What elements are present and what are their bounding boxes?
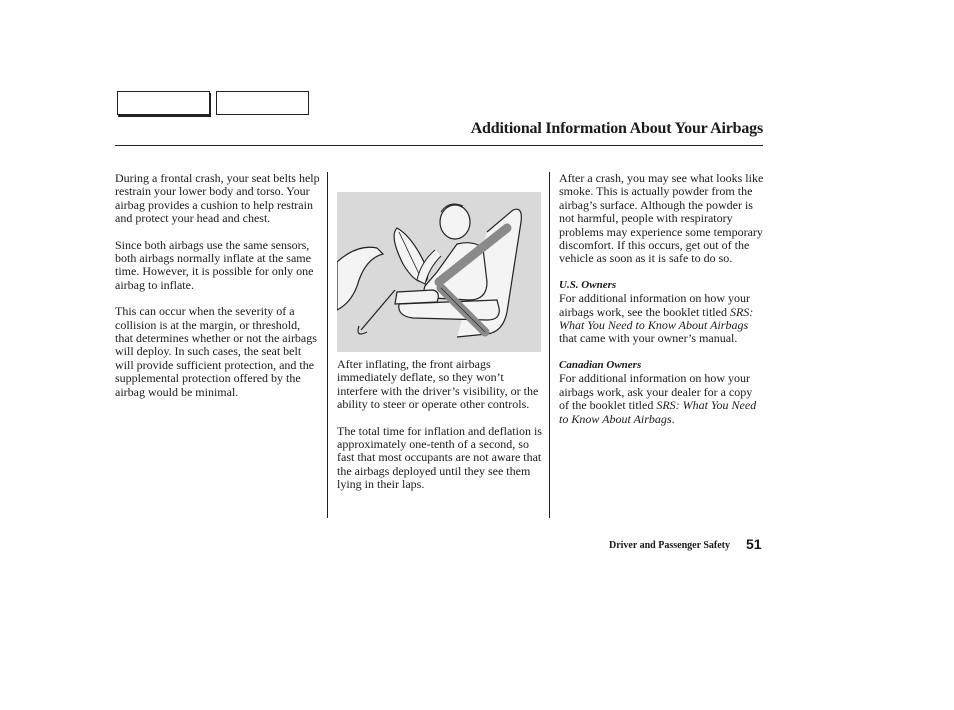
airbag-deployment-illustration bbox=[337, 192, 541, 352]
paragraph: This can occur when the severity of a collision is at the margin, or threshold, that determines whether or not the airbags will deploy. In such cases, the seat belt will provide sufficient protection, and the supplemental protection offered by the airbag would be minimal. bbox=[115, 304, 317, 399]
section-tab-2 bbox=[216, 91, 309, 115]
occupant-head bbox=[440, 205, 470, 239]
paragraph: During a frontal crash, your seat belts help restrain your lower body and torso. Your airbag provides a cushion to help restrain and protect your head and chest. bbox=[115, 171, 320, 226]
occupant-legs bbox=[395, 290, 438, 304]
page-title: Additional Information About Your Airbags bbox=[470, 120, 763, 137]
canadian-owners-paragraph: For additional information on how your airbags work, ask your dealer for a copy of the booklet titled SRS: What You Need to Know About Airbags. bbox=[559, 371, 757, 426]
paragraph: After a crash, you may see what looks like smoke. This is actually powder from the airbag’s surface. Although the powder is not harmful, people with respiratory problems may experience some temporary discomfort. If this occurs, get out of the vehicle as soon as it is safe to do so. bbox=[559, 171, 764, 266]
title-rule bbox=[115, 145, 763, 146]
column-3 bbox=[559, 172, 765, 439]
column-1 bbox=[115, 172, 321, 412]
column-divider-2 bbox=[549, 172, 550, 518]
paragraph: Since both airbags use the same sensors, both airbags normally inflate at the same time. However, it is possible for only one airbag to inflate. bbox=[115, 237, 314, 292]
booklet-title: SRS: What You Need to Know About Airbags bbox=[559, 398, 757, 426]
booklet-title: SRS: What You Need to Know About Airbags bbox=[559, 304, 754, 333]
paragraph: After inflating, the front airbags immediately deflate, so they won’t interfere with the driver’s visibility, or the ability to steer or operate other controls. bbox=[337, 357, 539, 412]
canadian-owners-heading: Canadian Owners bbox=[559, 358, 642, 371]
section-tab-1 bbox=[117, 91, 210, 115]
page-number: 51 bbox=[746, 536, 762, 552]
column-divider-1 bbox=[327, 172, 328, 518]
us-owners-heading: U.S. Owners bbox=[559, 278, 617, 291]
paragraph: The total time for inflation and deflation is approximately one-tenth of a second, so fast that most occupants are not aware that the airbags deployed until they see them lying in their laps. bbox=[337, 423, 542, 492]
column-2 bbox=[337, 358, 543, 505]
footer-section-label: Driver and Passenger Safety bbox=[608, 540, 730, 551]
us-owners-paragraph: For additional information on how your airbags work, see the booklet titled SRS: What You Need to Know About Airbags that came with your owner’s manual. bbox=[559, 291, 754, 346]
